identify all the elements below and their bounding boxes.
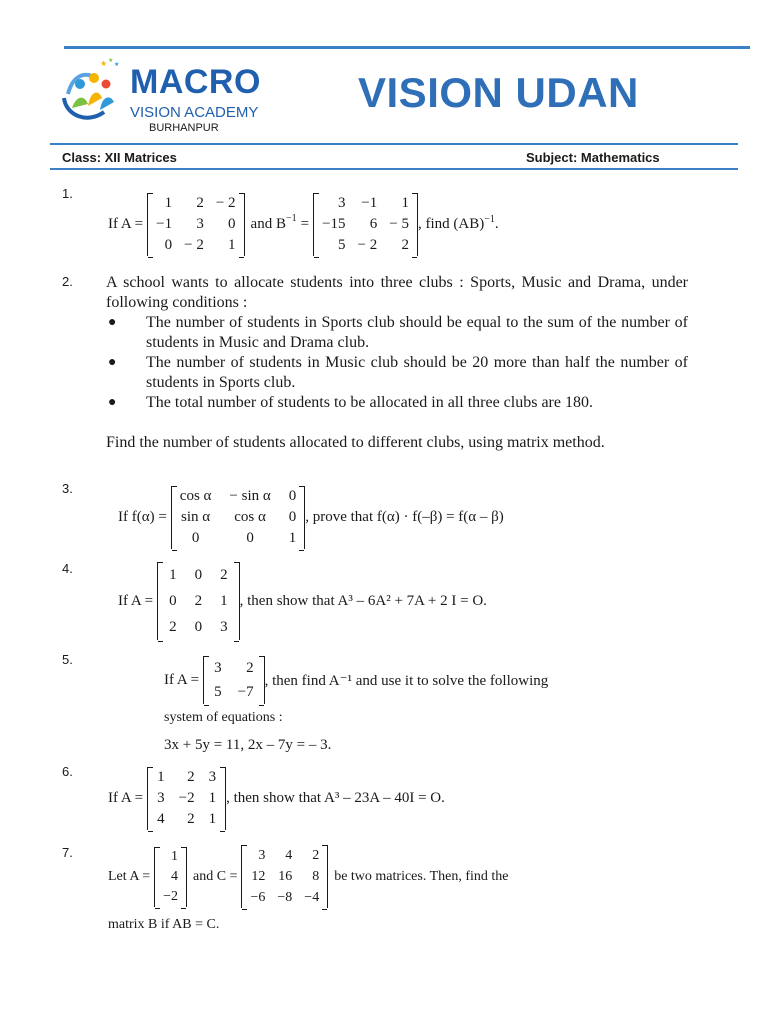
meta-top-rule [50, 143, 738, 145]
q6-prefix: If A = [108, 790, 144, 806]
matrix-a [157, 562, 240, 640]
matrix-cell: 1 [169, 566, 177, 583]
matrix-cell: 0 [194, 566, 203, 583]
matrix-cell: 2 [194, 592, 203, 609]
bullet-icon: ● [108, 315, 117, 330]
question-number: 5. [62, 652, 73, 667]
q2-bullet: The total number of students to be allocated in all three clubs are 180. [146, 394, 593, 411]
question-number: 1. [62, 186, 73, 201]
matrix-cell: 2 [401, 237, 409, 253]
matrix-cell: 1 [157, 769, 165, 785]
matrix-cell: 4 [285, 847, 293, 863]
matrix-cell: 1 [171, 848, 179, 864]
q2-outro: Find the number of students allocated to different clubs, using matrix method. [106, 434, 605, 451]
matrix-a [154, 847, 187, 907]
meta-bottom-rule [50, 168, 738, 170]
matrix-cell: cos α [234, 509, 266, 525]
q4-prefix: If A = [118, 592, 154, 609]
q7-and-c: and C = [193, 868, 238, 884]
matrix-cell: −2 [178, 790, 195, 806]
matrix-cell: 0 [169, 592, 177, 609]
matrix-cell: 0 [228, 216, 236, 232]
q1-inverse-mark: −1 [285, 213, 297, 224]
q1-equals: = [300, 216, 310, 232]
matrix-cell: −4 [304, 889, 320, 905]
q1-suffix-inverse: −1 [484, 214, 495, 225]
matrix-cell: 1 [208, 790, 217, 806]
matrix-cell: 1 [401, 195, 409, 211]
matrix-cell: −7 [237, 683, 254, 700]
matrix-a [147, 193, 244, 256]
matrix-cell: 6 [369, 216, 378, 232]
matrix-cell: 0 [246, 530, 254, 546]
svg-text:★: ★ [108, 58, 114, 64]
matrix-cell: − 2 [215, 195, 236, 211]
q3-suffix: , prove that f(α) · f(–β) = f(α – β) [305, 509, 504, 525]
question-number: 3. [62, 481, 73, 496]
q5-prefix: If A = [164, 671, 200, 688]
q2-bullet: The number of students in Music club should be 20 more than half the number of students in Sports club. [146, 354, 688, 391]
academy-logo-icon [58, 54, 130, 126]
matrix-cell: 1 [164, 195, 173, 211]
matrix-cell: 0 [164, 237, 173, 253]
matrix-cell: 8 [312, 868, 320, 884]
matrix-cell: 3 [220, 618, 228, 635]
q2-intro: A school wants to allocate students into three clubs : Sports, Music and Drama, under following conditions : [106, 274, 688, 311]
matrix-cell: 3 [214, 659, 222, 676]
matrix-cell: 0 [288, 488, 297, 504]
matrix-cell: 4 [171, 868, 179, 884]
subject-label: Subject: Mathematics [526, 150, 660, 165]
matrix-a [147, 767, 226, 830]
q5-line-2: system of equations : [164, 710, 283, 725]
matrix-cell: 2 [169, 618, 177, 635]
matrix-cell: 2 [196, 195, 204, 211]
bullet-icon: ● [108, 395, 117, 410]
matrix-cell: 3 [157, 790, 165, 806]
question-5 [164, 656, 548, 704]
matrix-cell: cos α [179, 488, 212, 504]
matrix-cell: 2 [187, 769, 195, 785]
matrix-cell: 0 [194, 618, 203, 635]
question-4 [118, 562, 487, 640]
page-title: VISION UDAN [358, 69, 639, 116]
brand-city: BURHANPUR [149, 122, 219, 134]
q1-and-b: and B [250, 216, 286, 232]
question-6 [108, 767, 445, 830]
question-number: 4. [62, 561, 73, 576]
matrix-b-inverse [313, 193, 418, 256]
q7-line-2: matrix B if AB = C. [108, 917, 220, 932]
matrix-cell: − 2 [357, 237, 378, 253]
question-number: 2. [62, 274, 73, 289]
matrix-cell: −6 [250, 889, 266, 905]
question-3 [118, 486, 504, 549]
matrix-cell: 12 [251, 868, 266, 884]
matrix-f-alpha [171, 486, 305, 549]
matrix-cell: 1 [208, 811, 217, 827]
matrix-cell: 3 [258, 847, 266, 863]
matrix-cell: 1 [288, 530, 297, 546]
q1-period: . [494, 216, 499, 232]
brand-subtitle: VISION ACADEMY [130, 104, 259, 121]
matrix-cell: −1 [156, 216, 173, 232]
q4-suffix: , then show that A³ – 6A² + 7A + 2 I = O. [239, 592, 487, 609]
matrix-cell: 5 [338, 237, 346, 253]
matrix-cell: 2 [246, 659, 254, 676]
matrix-cell: −8 [277, 889, 293, 905]
matrix-cell: 3 [338, 195, 346, 211]
matrix-cell: 2 [312, 847, 320, 863]
bullet-icon: ● [108, 355, 117, 370]
question-7 [108, 845, 509, 908]
matrix-cell: sin α [181, 509, 211, 525]
svg-text:★: ★ [100, 59, 108, 68]
q5-suffix: , then find A⁻¹ and use it to solve the following [264, 672, 549, 689]
matrix-cell: 1 [220, 592, 228, 609]
q7-suffix: be two matrices. Then, find the [334, 868, 509, 884]
matrix-cell: 16 [278, 868, 293, 884]
header-top-rule [64, 46, 750, 49]
matrix-cell: 0 [288, 509, 297, 525]
matrix-cell: −15 [322, 216, 346, 232]
q1-prefix: If A = [108, 216, 144, 232]
question-1 [108, 193, 499, 256]
matrix-cell: − 5 [389, 216, 409, 232]
matrix-c [241, 845, 328, 908]
matrix-cell: 0 [191, 530, 200, 546]
q1-suffix: , find (AB) [417, 216, 485, 232]
svg-text:★: ★ [114, 62, 120, 68]
matrix-cell: 4 [157, 811, 165, 827]
q7-prefix: Let A = [108, 868, 151, 884]
matrix-cell: − sin α [229, 488, 271, 504]
q6-suffix: , then show that A³ – 23A – 40I = O. [226, 790, 445, 806]
matrix-cell: −2 [163, 888, 179, 904]
matrix-a [203, 656, 264, 704]
brand-name: MACRO [130, 63, 261, 101]
class-label: Class: XII Matrices [62, 150, 177, 165]
matrix-cell: 1 [228, 237, 236, 253]
q3-prefix: If f(α) = [118, 509, 167, 525]
q2-bullet: The number of students in Sports club should be equal to the sum of the number of students in Music and Drama club. [146, 314, 688, 351]
question-number: 7. [62, 845, 73, 860]
matrix-cell: 3 [196, 216, 204, 232]
matrix-cell: 2 [220, 566, 228, 583]
question-number: 6. [62, 764, 73, 779]
matrix-cell: 5 [214, 683, 222, 700]
matrix-cell: 3 [208, 769, 217, 785]
matrix-cell: − 2 [184, 237, 204, 253]
q5-equations: 3x + 5y = 11, 2x – 7y = – 3. [164, 737, 332, 753]
matrix-cell: 2 [187, 811, 195, 827]
matrix-cell: −1 [361, 195, 378, 211]
